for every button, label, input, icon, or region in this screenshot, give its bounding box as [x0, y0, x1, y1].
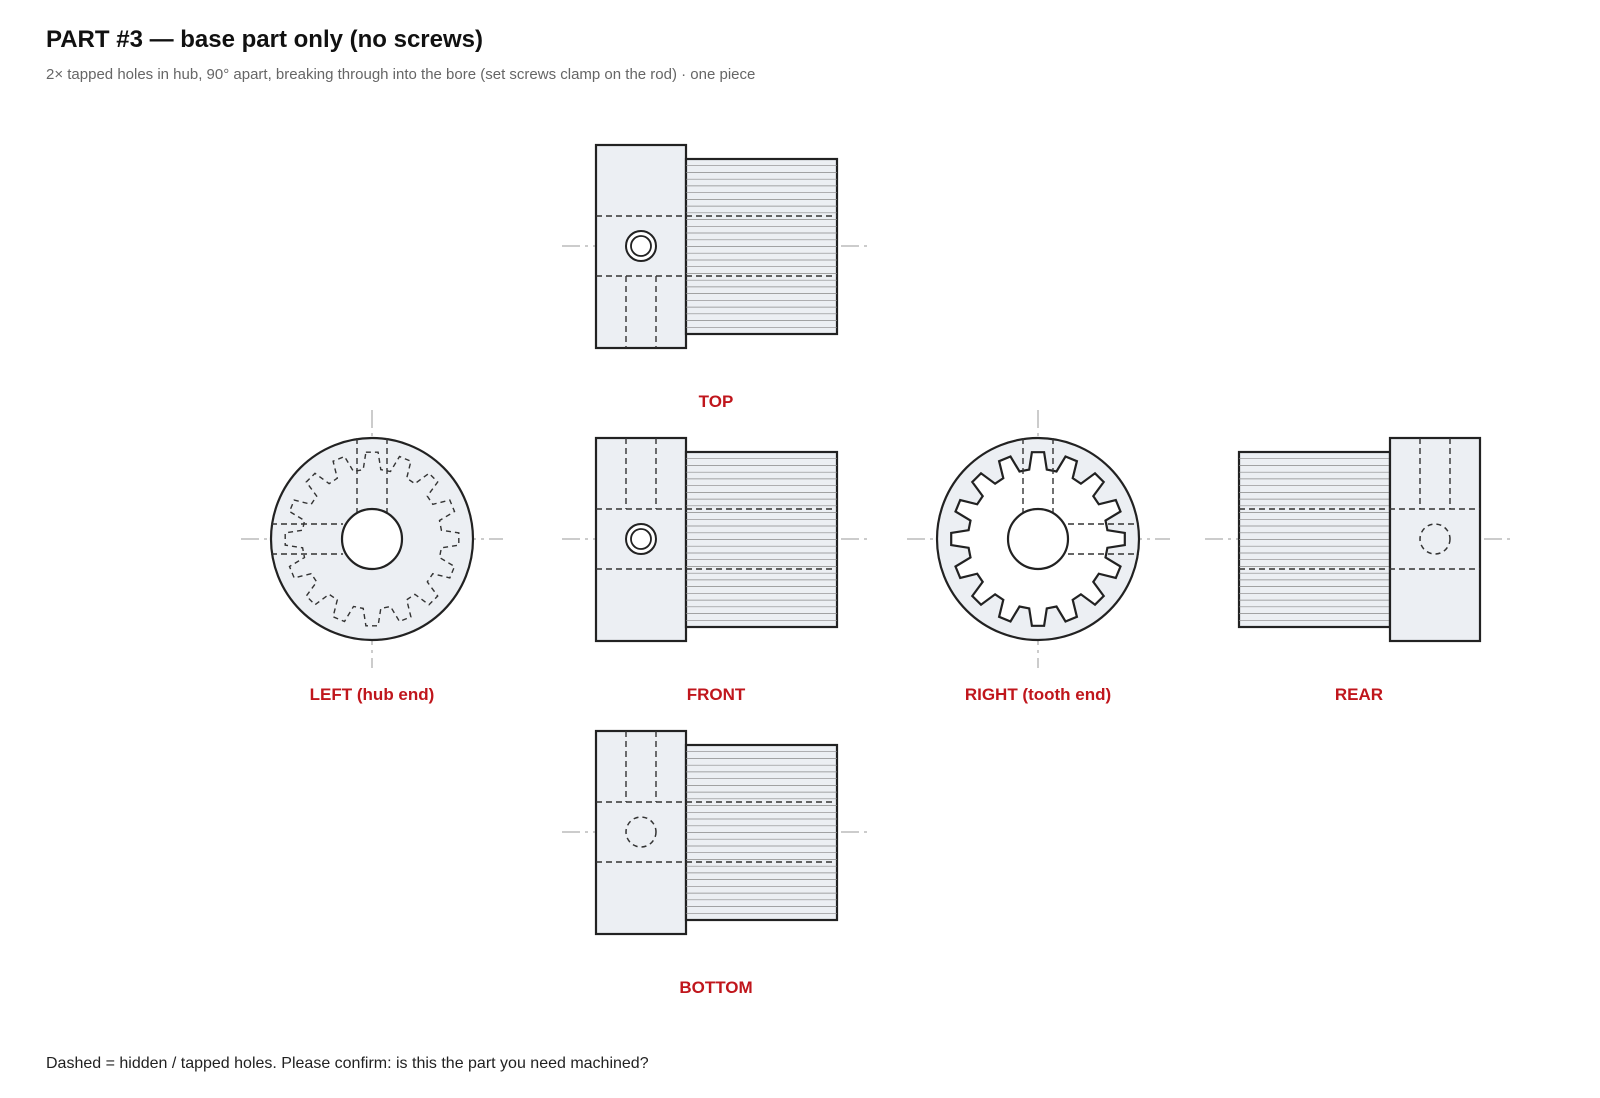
tapped-hole-thread — [631, 529, 651, 549]
hub-body — [1390, 438, 1480, 641]
view-label-top: TOP — [698, 392, 734, 411]
front-view — [562, 438, 870, 704]
tapped-hole-thread — [631, 236, 651, 256]
page-title: PART #3 — base part only (no screws) — [46, 26, 484, 53]
page-subtitle: 2× tapped holes in hub, 90° apart, breaking through into the bore (set screws clamp on the rod) · one piece — [46, 66, 756, 83]
bottom-view — [562, 731, 870, 997]
bore — [1008, 509, 1068, 569]
view-label-rear: REAR — [1334, 685, 1384, 704]
view-label-front: FRONT — [686, 685, 746, 704]
view-label-bottom: BOTTOM — [679, 978, 753, 997]
view-label-right: RIGHT (tooth end) — [964, 685, 1112, 704]
left-view — [241, 410, 503, 704]
top-view — [562, 145, 870, 411]
right-view — [907, 410, 1170, 704]
footer-note: Dashed = hidden / tapped holes. Please confirm: is this the part you need machined? — [46, 1055, 649, 1072]
rear-view — [1205, 438, 1515, 704]
view-label-left: LEFT (hub end) — [309, 685, 435, 704]
bore — [342, 509, 402, 569]
hub-body — [596, 731, 686, 934]
